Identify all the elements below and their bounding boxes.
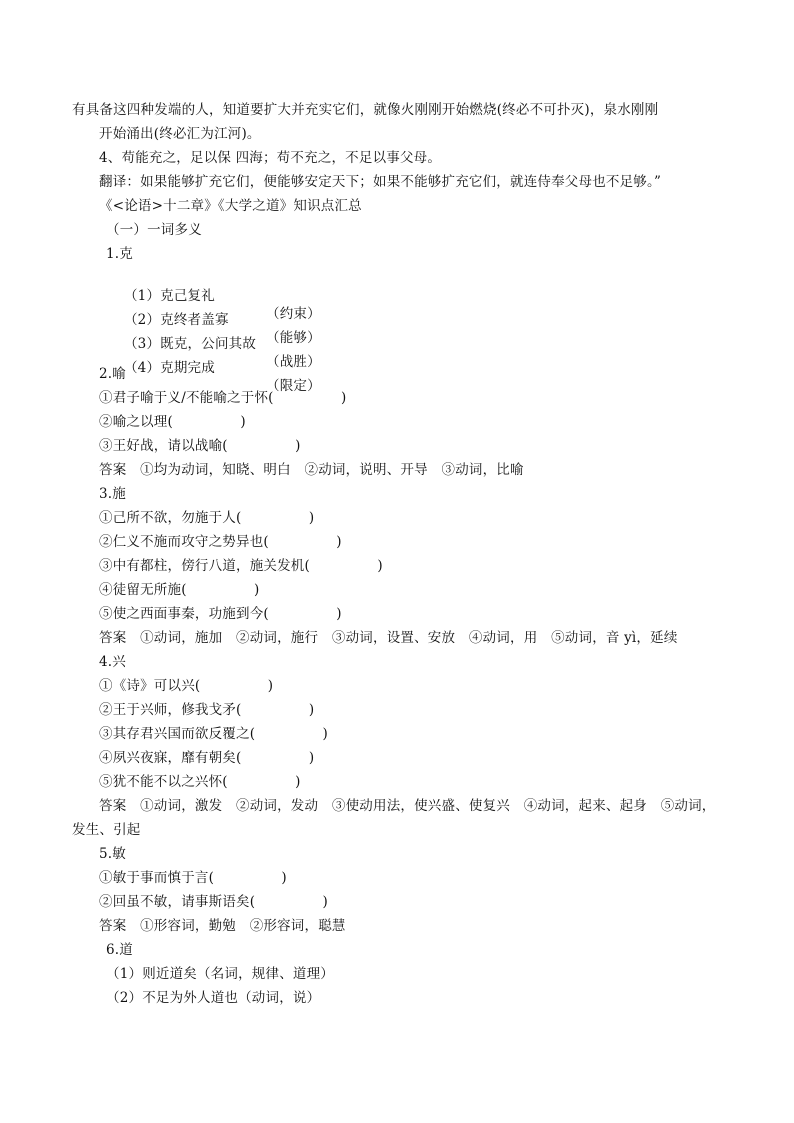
example-text: （4）克期完成	[123, 360, 215, 376]
example-line: （1）则近道矣（名词，规律、道理）	[106, 966, 334, 982]
text-line: 开始涌出(终必汇为江河)。	[99, 126, 261, 142]
example-line: ③中有都柱，傍行八道，施关发机( )	[99, 558, 383, 574]
example-line: （2）不足为外人道也（动词，说）	[106, 990, 321, 1006]
example-line: ②喻之以理( )	[99, 414, 246, 430]
text-line: 4、苟能充之，足以保 四海；苟不充之，不足以事父母。	[99, 150, 442, 166]
answer-line: 答案 ①均为动词，知晓、明白 ②动词，说明、开导 ③动词，比喻	[99, 462, 524, 478]
example-line: ④徒留无所施( )	[99, 582, 260, 598]
section-heading: 《<论语>十二章》《大学之道》知识点汇总	[99, 198, 362, 214]
gloss-text: （约束）	[266, 306, 321, 322]
word-heading: 4.兴	[99, 654, 126, 670]
example-text: （3）既克，公问其故	[123, 336, 257, 352]
text-line: 翻译：如果能够扩充它们，便能够安定天下；如果不能够扩充它们，就连侍奉父母也不足够。”	[99, 174, 662, 190]
example-line: ③其存君兴国而欲反覆之( )	[99, 726, 329, 742]
example-line: ①敏于事而慎于言( )	[99, 870, 287, 886]
example-text: （2）克终者盖寡	[123, 312, 229, 328]
example-line: ④夙兴夜寐，靡有朝矣( )	[99, 750, 315, 766]
example-line: ③王好战，请以战喻( )	[99, 438, 301, 454]
word-heading: 2.喻	[99, 366, 126, 382]
word-heading: 5.敏	[99, 846, 126, 862]
answer-line: 答案 ①动词，激发 ②动词，发动 ③使动用法，使兴盛、使复兴 ④动词，起来、起身 ⑤动词，	[99, 798, 716, 814]
example-text: （1）克己复礼	[123, 288, 215, 304]
example-line: ②回虽不敏，请事斯语矣( )	[99, 894, 329, 910]
example-line: ②王于兴师，修我戈矛( )	[99, 702, 315, 718]
word-heading: 6.道	[106, 942, 133, 958]
example-line: ①君子喻于义/不能喻之于怀( )	[99, 390, 347, 406]
answer-line: 答案 ①形容词，勤勉 ②形容词，聪慧	[99, 918, 346, 934]
answer-line-continued: 发生、引起	[72, 822, 141, 838]
word-heading: 3.施	[99, 486, 126, 502]
subsection-heading: （一）一词多义	[106, 222, 202, 238]
example-line: ⑤使之西面事秦，功施到今( )	[99, 606, 342, 622]
gloss-text: （限定）	[266, 378, 321, 394]
example-line: ②仁义不施而攻守之势异也( )	[99, 534, 342, 550]
answer-line: 答案 ①动词，施加 ②动词，施行 ③动词，设置、安放 ④动词，用 ⑤动词，音 yì，延续	[99, 630, 678, 646]
gloss-text: （战胜）	[266, 354, 321, 370]
example-line: ①己所不欲，勿施于人( )	[99, 510, 315, 526]
gloss-text: （能够）	[266, 330, 321, 346]
text-line: 有具备这四种发端的人，知道要扩大并充实它们，就像火刚刚开始燃烧(终必不可扑灭)，泉水刚刚	[72, 102, 659, 118]
example-line: ⑤犹不能不以之兴怀( )	[99, 774, 301, 790]
example-line: ①《诗》可以兴( )	[99, 678, 274, 694]
word-heading: 1.克	[106, 246, 133, 262]
